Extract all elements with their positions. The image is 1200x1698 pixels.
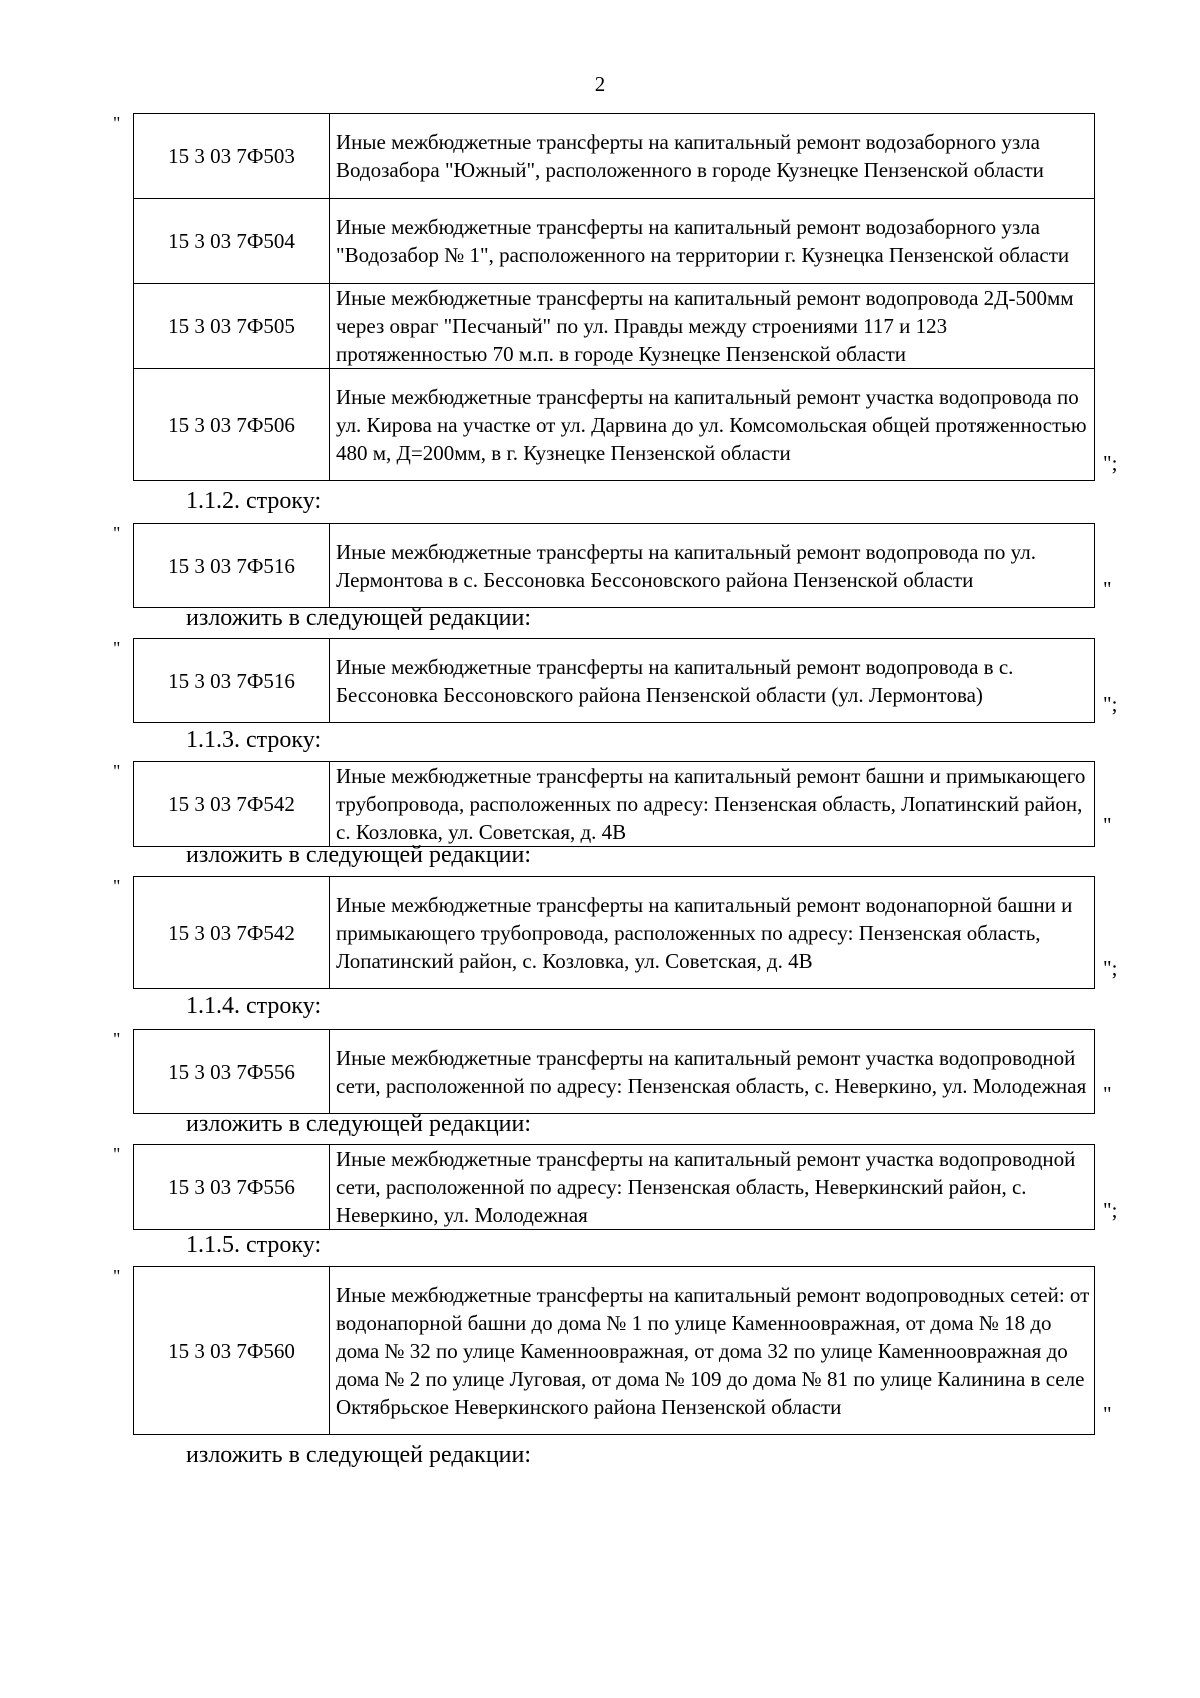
row-code: 15 3 03 7Ф505 xyxy=(134,284,330,369)
row-code: 15 3 03 7Ф506 xyxy=(134,369,330,481)
table-row xyxy=(134,1267,1095,1435)
row-description: Иные межбюджетные трансферты на капитальный ремонт водопровода 2Д-500мм через овраг "Песчаный" по ул. Правды между строениями 117 и 123 протяженностью 70 м.п. в городе Кузнецке Пензенской области xyxy=(330,284,1095,369)
code-table-3 xyxy=(133,638,1095,723)
row-description: Иные межбюджетные трансферты на капитальный ремонт водонапорной башни и примыкающего трубопровода, расположенных по адресу: Пензенская область, Лопатинский район, с. Козловка, ул. Советская, д. 4В xyxy=(330,877,1095,989)
row-code: 15 3 03 7Ф504 xyxy=(134,199,330,284)
table-row xyxy=(134,199,1095,284)
opening-quote: " xyxy=(113,876,121,896)
closing-quote: " xyxy=(1103,1082,1112,1106)
replacement-heading: изложить в следующей редакции: xyxy=(186,1442,532,1468)
replacement-heading: изложить в следующей редакции: xyxy=(186,1111,532,1137)
opening-quote: " xyxy=(113,1266,121,1286)
row-description: Иные межбюджетные трансферты на капитальный ремонт башни и примыкающего трубопровода, расположенных по адресу: Пензенская область, Лопатинский район, с. Козловка, ул. Советская, д. 4В xyxy=(330,762,1095,847)
closing-quote: "; xyxy=(1103,956,1118,980)
code-table-8 xyxy=(133,1266,1095,1435)
table-row xyxy=(134,762,1095,847)
row-code: 15 3 03 7Ф542 xyxy=(134,762,330,847)
code-table-2 xyxy=(133,523,1095,608)
opening-quote: " xyxy=(113,761,121,781)
section-heading-1-1-5: 1.1.5. строку: xyxy=(186,1232,322,1258)
table-row xyxy=(134,369,1095,481)
row-description: Иные межбюджетные трансферты на капитальный ремонт водопровода в с. Бессоновка Бессоновского района Пензенской области (ул. Лермонтова) xyxy=(330,639,1095,723)
closing-quote: " xyxy=(1103,577,1112,601)
row-code: 15 3 03 7Ф556 xyxy=(134,1030,330,1114)
table-row xyxy=(134,639,1095,723)
row-code: 15 3 03 7Ф516 xyxy=(134,524,330,608)
closing-quote: " xyxy=(1103,1402,1112,1426)
table-row xyxy=(134,114,1095,199)
row-description: Иные межбюджетные трансферты на капитальный ремонт водопроводных сетей: от водонапорной башни до дома № 1 по улице Каменноовражная, от дома № 18 до дома № 32 по улице Каменноовражная, от дома 32 по улице Каменноовражная до дома № 2 по улице Луговая, от дома № 109 до дома № 81 по улице Калинина в селе Октябрьское Неверкинского района Пензенской области xyxy=(330,1267,1095,1435)
opening-quote: " xyxy=(113,1144,121,1164)
row-description: Иные межбюджетные трансферты на капитальный ремонт участка водопровода по ул. Кирова на участке от ул. Дарвина до ул. Комсомольская общей протяженностью 480 м, Д=200мм, в г. Кузнецке Пензенской области xyxy=(330,369,1095,481)
code-table-4 xyxy=(133,761,1095,847)
row-code: 15 3 03 7Ф560 xyxy=(134,1267,330,1435)
row-description: Иные межбюджетные трансферты на капитальный ремонт водозаборного узла Водозабора "Южный", расположенного в городе Кузнецке Пензенской области xyxy=(330,114,1095,199)
row-code: 15 3 03 7Ф542 xyxy=(134,877,330,989)
code-table-1 xyxy=(133,113,1095,481)
closing-quote: "; xyxy=(1103,451,1118,475)
table-row xyxy=(134,524,1095,608)
table-row xyxy=(134,1030,1095,1114)
row-code: 15 3 03 7Ф516 xyxy=(134,639,330,723)
row-description: Иные межбюджетные трансферты на капитальный ремонт водозаборного узла "Водозабор № 1", расположенного на территории г. Кузнецка Пензенской области xyxy=(330,199,1095,284)
closing-quote: " xyxy=(1103,813,1112,837)
code-table-7 xyxy=(133,1144,1095,1230)
row-code: 15 3 03 7Ф556 xyxy=(134,1145,330,1230)
closing-quote: "; xyxy=(1103,692,1118,716)
code-table-5 xyxy=(133,876,1095,989)
section-heading-1-1-2: 1.1.2. строку: xyxy=(186,488,322,514)
replacement-heading: изложить в следующей редакции: xyxy=(186,605,532,631)
row-description: Иные межбюджетные трансферты на капитальный ремонт участка водопроводной сети, расположенной по адресу: Пензенская область, Неверкинский район, с. Неверкино, ул. Молодежная xyxy=(330,1145,1095,1230)
page-number: 2 xyxy=(594,72,606,96)
code-table-6 xyxy=(133,1029,1095,1114)
table-row xyxy=(134,877,1095,989)
row-code: 15 3 03 7Ф503 xyxy=(134,114,330,199)
closing-quote: "; xyxy=(1103,1198,1118,1222)
row-description: Иные межбюджетные трансферты на капитальный ремонт участка водопроводной сети, расположенной по адресу: Пензенская область, с. Неверкино, ул. Молодежная xyxy=(330,1030,1095,1114)
opening-quote: " xyxy=(113,638,121,658)
table-row xyxy=(134,284,1095,369)
section-heading-1-1-3: 1.1.3. строку: xyxy=(186,727,322,753)
section-heading-1-1-4: 1.1.4. строку: xyxy=(186,993,322,1019)
opening-quote: " xyxy=(113,523,121,543)
replacement-heading: изложить в следующей редакции: xyxy=(186,842,532,868)
row-description: Иные межбюджетные трансферты на капитальный ремонт водопровода по ул. Лермонтова в с. Бессоновка Бессоновского района Пензенской области xyxy=(330,524,1095,608)
opening-quote: " xyxy=(113,1029,121,1049)
opening-quote: " xyxy=(113,113,121,133)
table-row xyxy=(134,1145,1095,1230)
